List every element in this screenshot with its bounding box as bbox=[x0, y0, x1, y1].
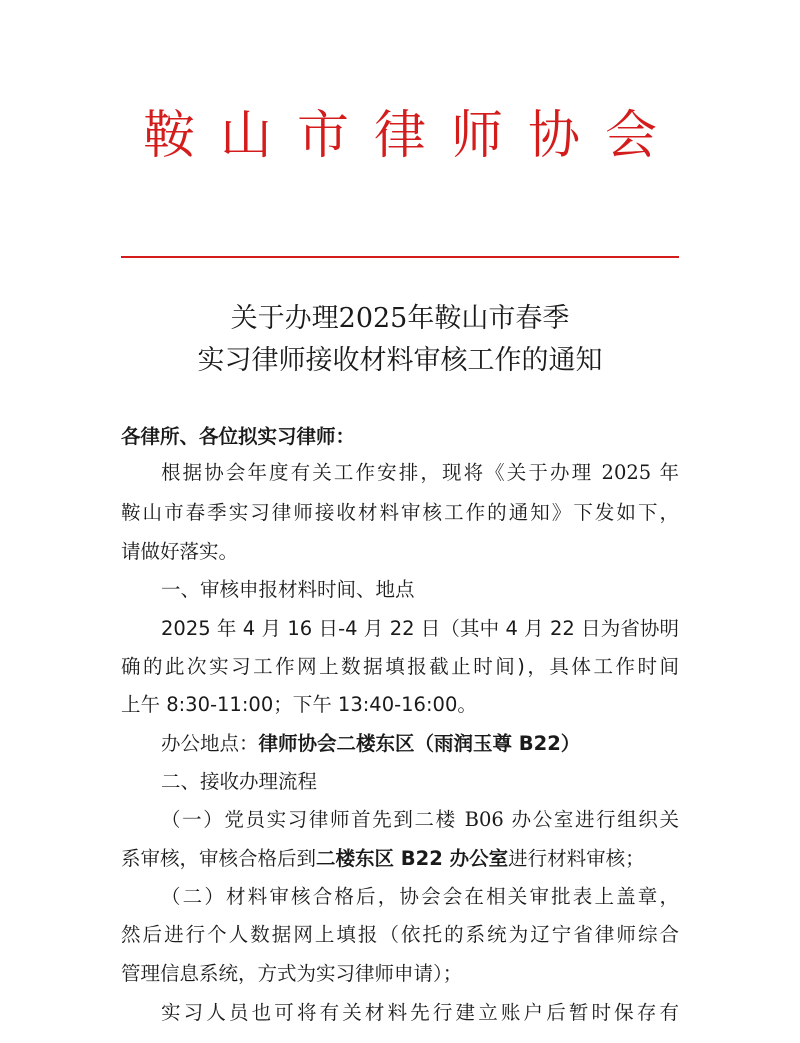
section-2-step-1-line-2 bbox=[121, 846, 645, 872]
intro-line-2 bbox=[121, 500, 679, 526]
section-1-time-line-1 bbox=[161, 616, 679, 642]
intro-line-3: 请做好落实。 bbox=[121, 540, 239, 563]
step-1-suffix: 进行材料审核； bbox=[508, 847, 645, 870]
section-2-step-1-line-1 bbox=[161, 807, 679, 833]
section-2-step-2-line-2-text: 然后进行个人数据网上填报（依托的系统为辽宁省律师综合 bbox=[121, 923, 679, 946]
section-2-heading: 二、接收办理流程 bbox=[161, 770, 318, 793]
section-1-heading: 一、审核申报材料时间、地点 bbox=[161, 578, 415, 601]
salutation: 各律所、各位拟实习律师： bbox=[121, 425, 356, 448]
section-2-step-2-line-1-text: （二）材料审核合格后，协会会在相关审批表上盖章， bbox=[161, 885, 679, 908]
letterhead-org-name: 鞍山市律师协会 bbox=[142, 106, 682, 166]
step-1-office-highlight: 二楼东区 B22 办公室 bbox=[316, 847, 509, 870]
location-value: 律师协会二楼东区（雨润玉尊 B22） bbox=[258, 732, 581, 755]
section-2-step-2-line-3: 管理信息系统，方式为实习律师申请）； bbox=[121, 962, 463, 985]
section-1-time-line-2 bbox=[121, 654, 679, 680]
location-label: 办公地点： bbox=[161, 732, 259, 755]
notice-title-line-1: 关于办理2025年鞍山市春季 bbox=[230, 303, 570, 334]
section-2-step-2-line-2 bbox=[121, 922, 679, 948]
section-1-time-line-3: 上午 8:30-11:00；下午 13:40-16:00。 bbox=[121, 693, 477, 716]
section-1-location bbox=[161, 731, 580, 757]
notice-title bbox=[0, 298, 800, 382]
letterhead-red-divider bbox=[121, 256, 679, 258]
section-1-time-line-2-text: 确的此次实习工作网上数据填报截止时间)，具体工作时间 bbox=[121, 655, 679, 678]
notice-title-line-2: 实习律师接收材料审核工作的通知 bbox=[197, 345, 603, 376]
section-2-note-line-1-text: 实习人员也可将有关材料先行建立账户后暂时保存有 bbox=[161, 1001, 679, 1024]
intro-line-1-text: 根据协会年度有关工作安排，现将《关于办理 2025 年 bbox=[161, 461, 679, 484]
intro-line-2-text: 鞍山市春季实习律师接收材料审核工作的通知》下发如下， bbox=[121, 501, 679, 524]
section-2-note-line-1 bbox=[161, 1000, 679, 1026]
section-2-step-1-line-1-text: （一）党员实习律师首先到二楼 B06 办公室进行组织关 bbox=[161, 808, 679, 831]
step-1-prefix: 系审核，审核合格后到 bbox=[121, 847, 317, 870]
section-2-step-2-line-1 bbox=[161, 884, 679, 910]
section-1-time-line-1-text: 2025 年 4 月 16 日-4 月 22 日（其中 4 月 22 日为省协明 bbox=[161, 617, 679, 640]
intro-line-1 bbox=[161, 460, 679, 486]
